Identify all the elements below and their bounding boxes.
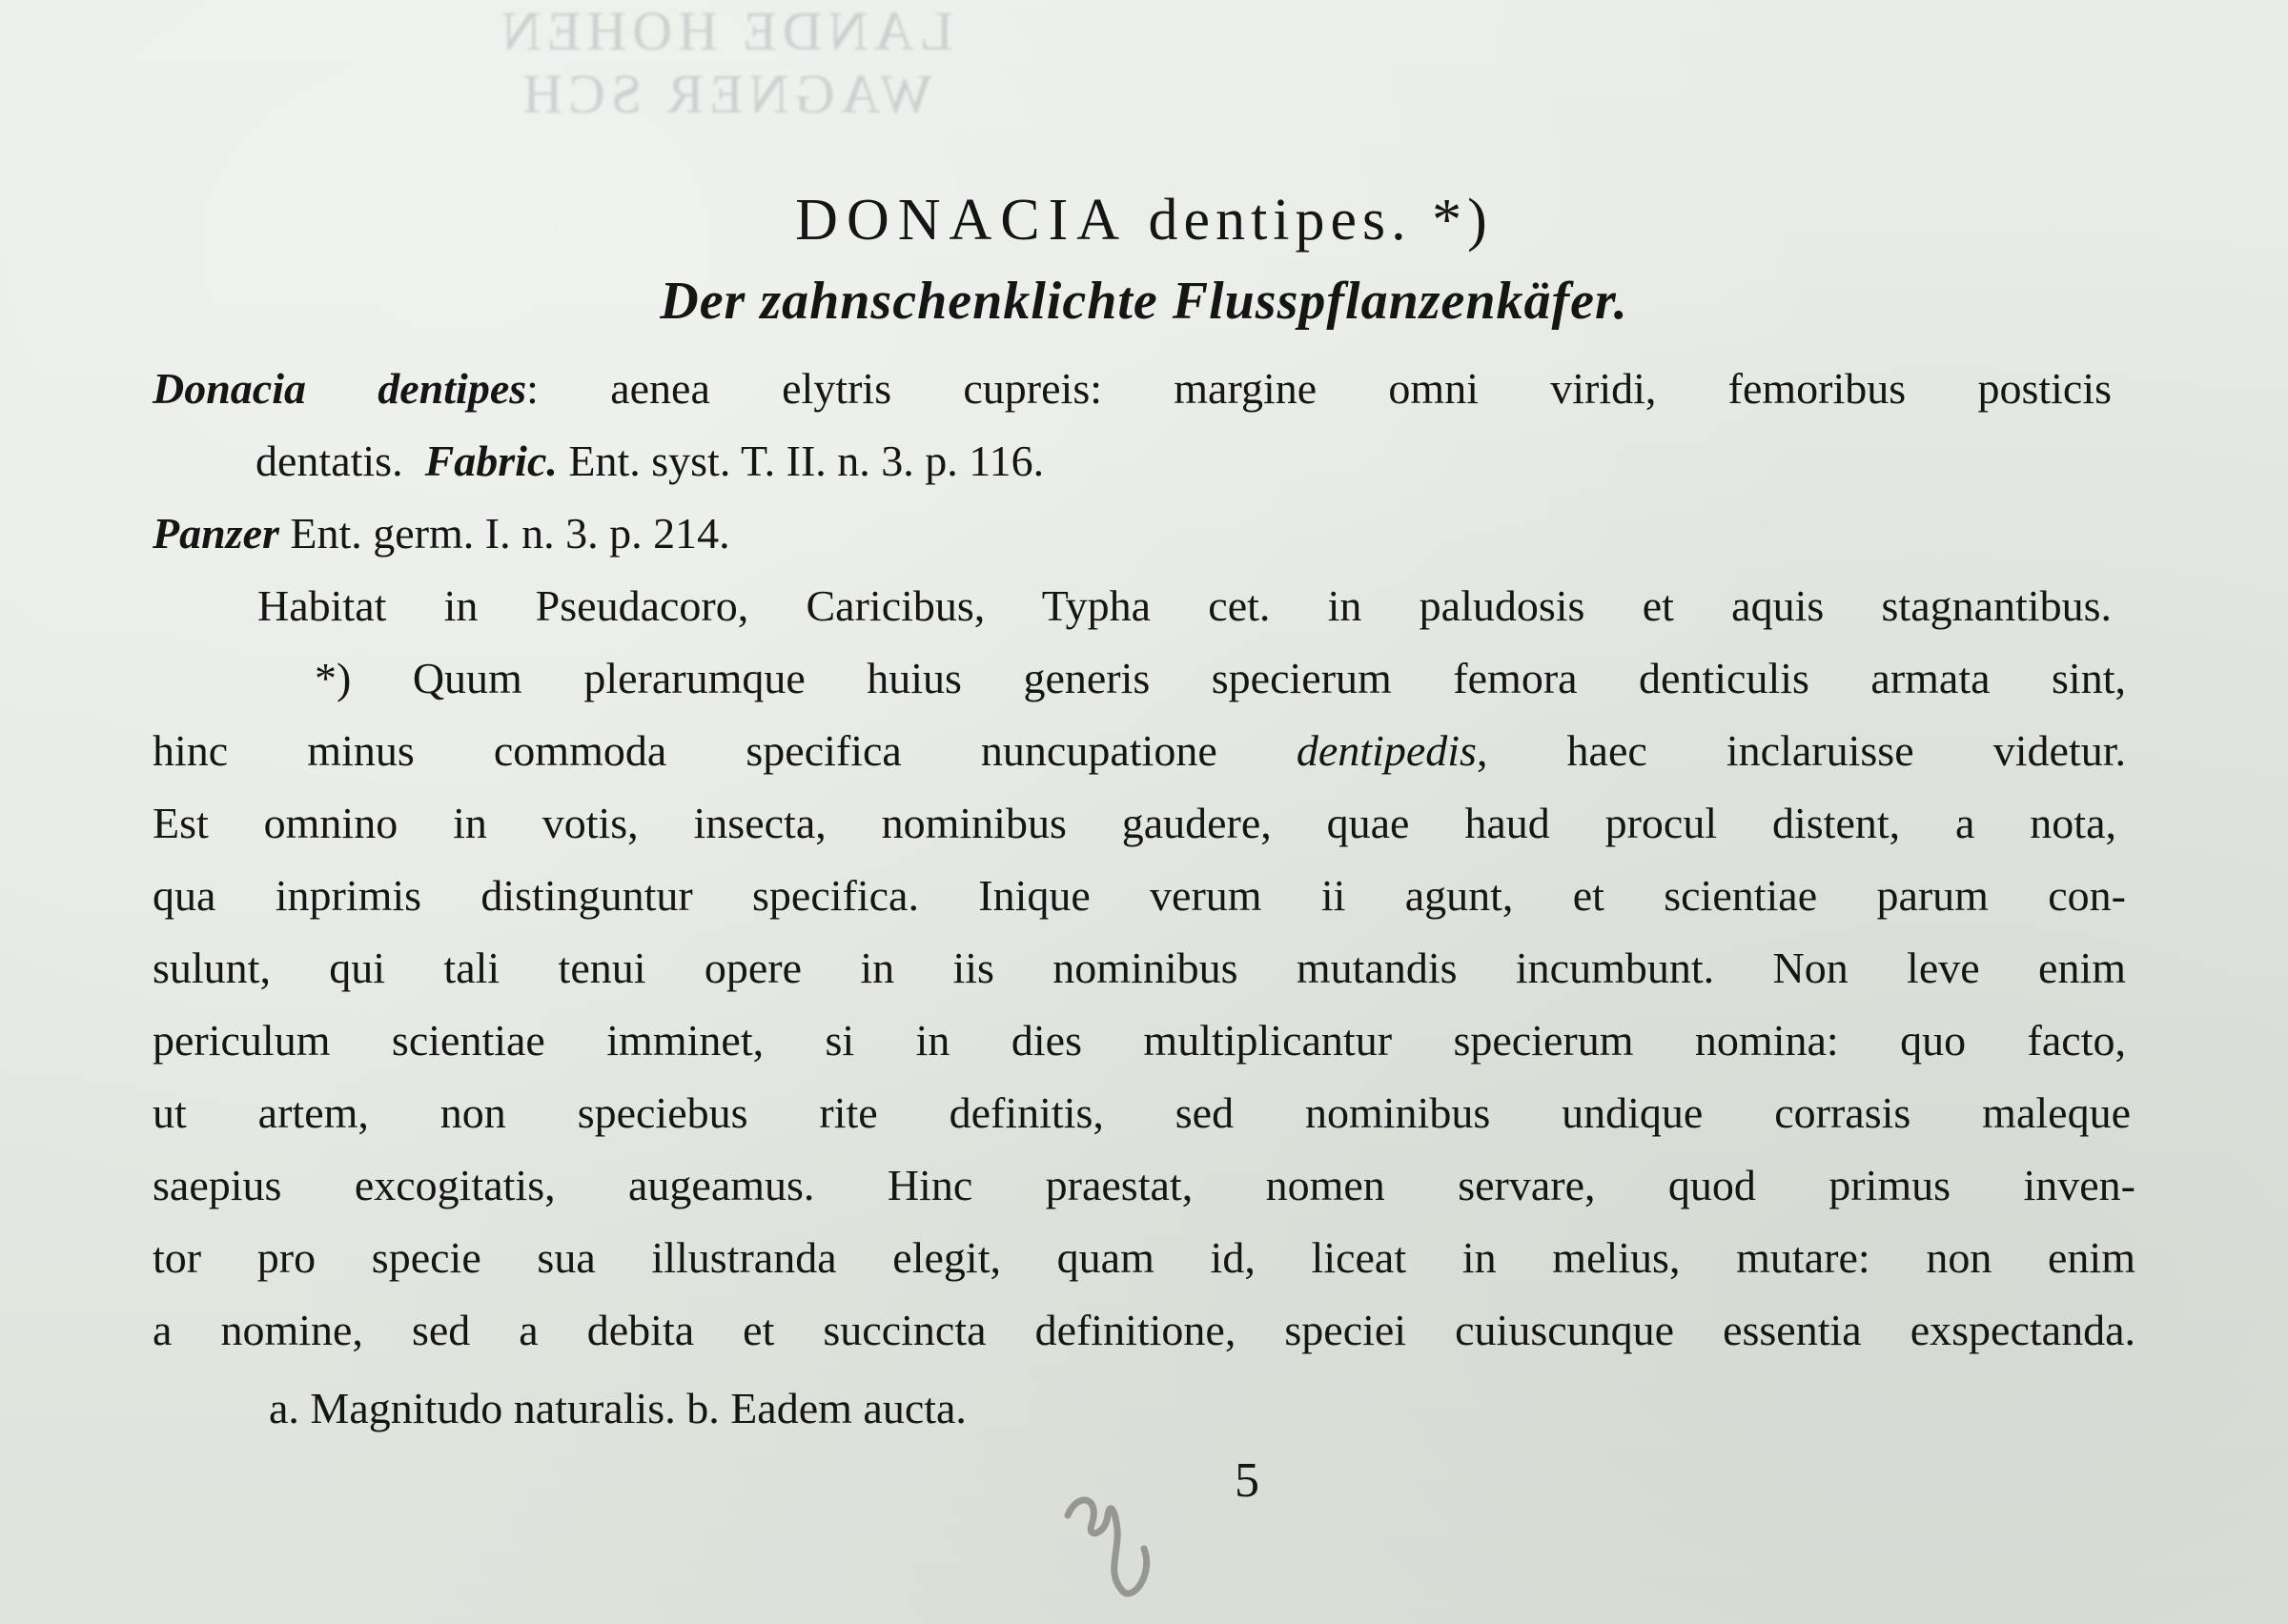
footnote-line-2-pre: hinc minus commoda specifica nuncupatione [153, 726, 1217, 775]
reverse-show-through: LANDE HOHEN WAGNER SCH [496, 0, 953, 125]
fabricius-author: Fabric. [424, 436, 558, 485]
footnote-line-2 [153, 724, 2126, 778]
footnote-line-4: qua inprimis distinguntur specifica. Inique verum ii agunt, et scientiae parum con- [153, 871, 2126, 920]
diagnosis-line-2 [255, 435, 1044, 488]
page-title [0, 187, 2288, 254]
page-number: 5 [1235, 1453, 1259, 1508]
title-genus: DONACIA [795, 188, 1129, 253]
footnote-line-9: tor pro specie sua illustranda elegit, quam id, liceat in melius, mutare: non enim [153, 1233, 2135, 1282]
title-species: dentipes. [1148, 188, 1412, 253]
footnote-line-6: periculum scientiae imminet, si in dies multiplicantur specierum nomina: quo facto, [153, 1016, 2126, 1065]
footnote-line-8: saepius excogitatis, augeamus. Hinc praestat, nomen servare, quod primus inven- [153, 1161, 2135, 1209]
diagnosis-colon: : [526, 364, 539, 413]
diagnosis-line-1 [153, 362, 2112, 416]
footnote-line-7: ut artem, non speciebus rite definitis, sed nominibus undique corrasis maleque [153, 1088, 2131, 1137]
footnote-line-2-post: , haec inclaruisse videtur. [1476, 726, 2126, 775]
pencil-mark-icon [1049, 1458, 1192, 1611]
footnote-line-10: a nomine, sed a debita et succincta definitione, speciei cuiuscunque essentia exspectanda. [153, 1306, 2135, 1354]
habitat-line: Habitat in Pseudacoro, Caricibus, Typha cet. in paludosis et aquis stagnantibus. [257, 581, 2112, 630]
footnote-dentipedis: dentipedis [1296, 726, 1477, 775]
diagnosis-species-name: Donacia dentipes [153, 364, 527, 413]
diagnosis-dentatis: dentatis. [255, 436, 403, 485]
german-common-name: Der zahnschenklichte Flusspflanzenkäfer. [660, 272, 1628, 331]
footnote-line-3: Est omnino in votis, insecta, nominibus gaudere, quae haud procul distent, a nota, [153, 799, 2116, 847]
panzer-author: Panzer [153, 509, 279, 558]
panzer-line [153, 507, 730, 560]
footnote-line-1: *) Quum plerarumque huius generis specierum femora denticulis armata sint, [315, 654, 2126, 702]
footnote-line-5: sulunt, qui tali tenui opere in iis nominibus mutandis incumbunt. Non leve enim [153, 944, 2126, 992]
panzer-reference: Ent. germ. I. n. 3. p. 214. [290, 509, 730, 558]
diagnosis-text: aenea elytris cupreis: margine omni viridi, femoribus posticis [610, 364, 2112, 413]
fabricius-reference: Ent. syst. T. II. n. 3. p. 116. [568, 436, 1045, 485]
title-footnote-mark: *) [1432, 188, 1493, 253]
figure-legend: a. Magnitudo naturalis. b. Eadem aucta. [269, 1384, 967, 1432]
